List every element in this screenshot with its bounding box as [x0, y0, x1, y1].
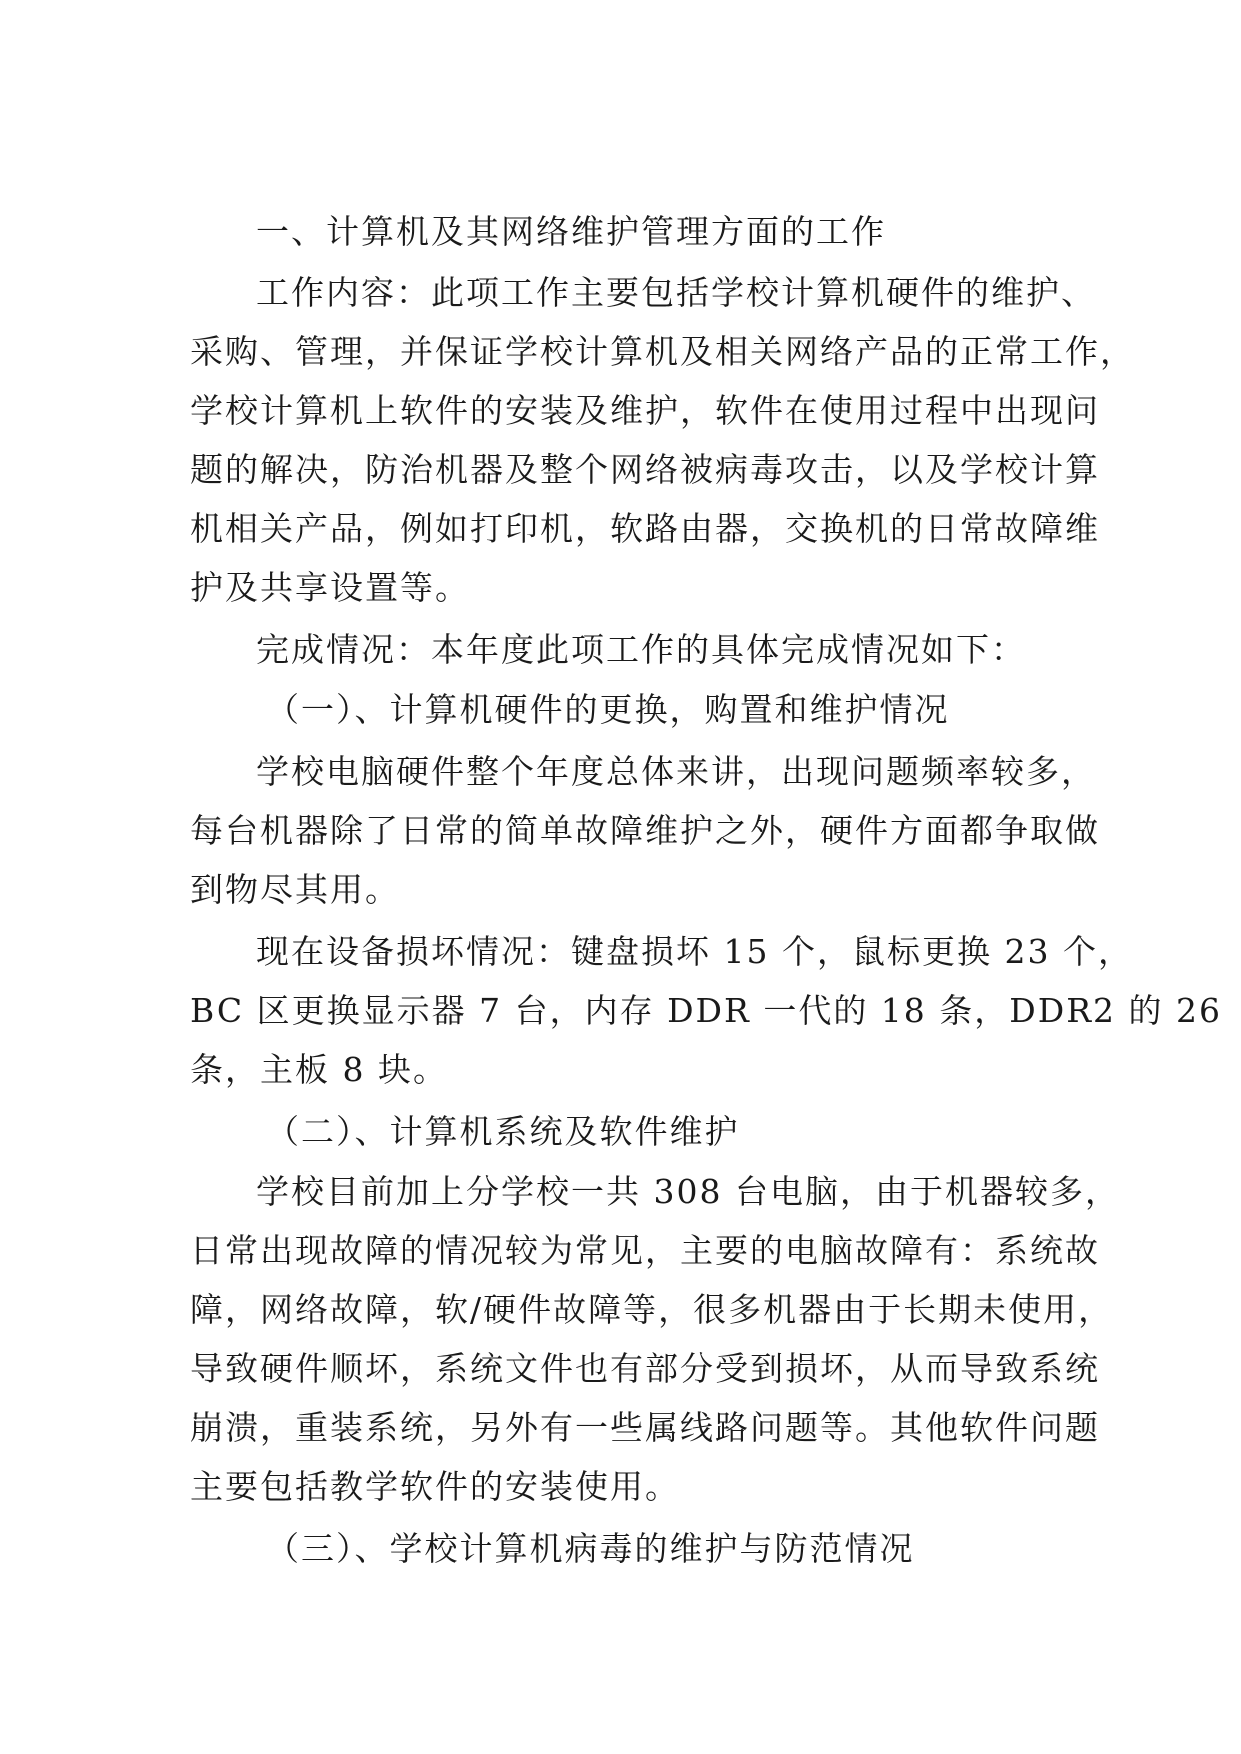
paragraph-line: 学校目前加上分学校一共 308 台电脑，由于机器较多， [256, 1172, 1120, 1211]
paragraph-line: 日常出现故障的情况较为常见，主要的电脑故障有：系统故 [190, 1231, 1100, 1270]
work-content-line: 工作内容：此项工作主要包括学校计算机硬件的维护、 [256, 273, 1096, 312]
section-heading: 一、计算机及其网络维护管理方面的工作 [256, 212, 886, 251]
work-content-line: 护及共享设置等。 [190, 568, 470, 607]
paragraph-line: 学校电脑硬件整个年度总体来讲，出现问题频率较多， [256, 752, 1096, 791]
subsection-title-2: （二）、计算机系统及软件维护 [266, 1112, 740, 1151]
paragraph-line: 崩溃，重装系统，另外有一些属线路问题等。其他软件问题 [190, 1408, 1100, 1447]
paragraph-line: 障，网络故障，软/硬件故障等，很多机器由于长期未使用， [190, 1290, 1114, 1329]
completion-line: 完成情况：本年度此项工作的具体完成情况如下： [256, 630, 1026, 669]
paragraph-line: 现在设备损坏情况：键盘损坏 15 个，鼠标更换 23 个， [256, 932, 1133, 971]
paragraph-line: 到物尽其用。 [190, 870, 400, 909]
work-content-line: 机相关产品，例如打印机，软路由器，交换机的日常故障维 [190, 509, 1100, 548]
paragraph-line: 每台机器除了日常的简单故障维护之外，硬件方面都争取做 [190, 811, 1100, 850]
subsection-title-3: （三）、学校计算机病毒的维护与防范情况 [266, 1529, 915, 1568]
work-content-line: 题的解决，防治机器及整个网络被病毒攻击，以及学校计算 [190, 450, 1100, 489]
work-content-line: 学校计算机上软件的安装及维护，软件在使用过程中出现问 [190, 391, 1100, 430]
work-content-line: 采购、管理，并保证学校计算机及相关网络产品的正常工作， [190, 332, 1135, 371]
paragraph-line: 条，主板 8 块。 [190, 1050, 448, 1089]
paragraph-line: BC 区更换显示器 7 台，内存 DDR 一代的 18 条，DDR2 的 26 [190, 991, 1223, 1030]
subsection-title-1: （一）、计算机硬件的更换，购置和维护情况 [266, 690, 950, 729]
paragraph-line: 导致硬件顺坏，系统文件也有部分受到损坏，从而导致系统 [190, 1349, 1100, 1388]
paragraph-line: 主要包括教学软件的安装使用。 [190, 1467, 680, 1506]
